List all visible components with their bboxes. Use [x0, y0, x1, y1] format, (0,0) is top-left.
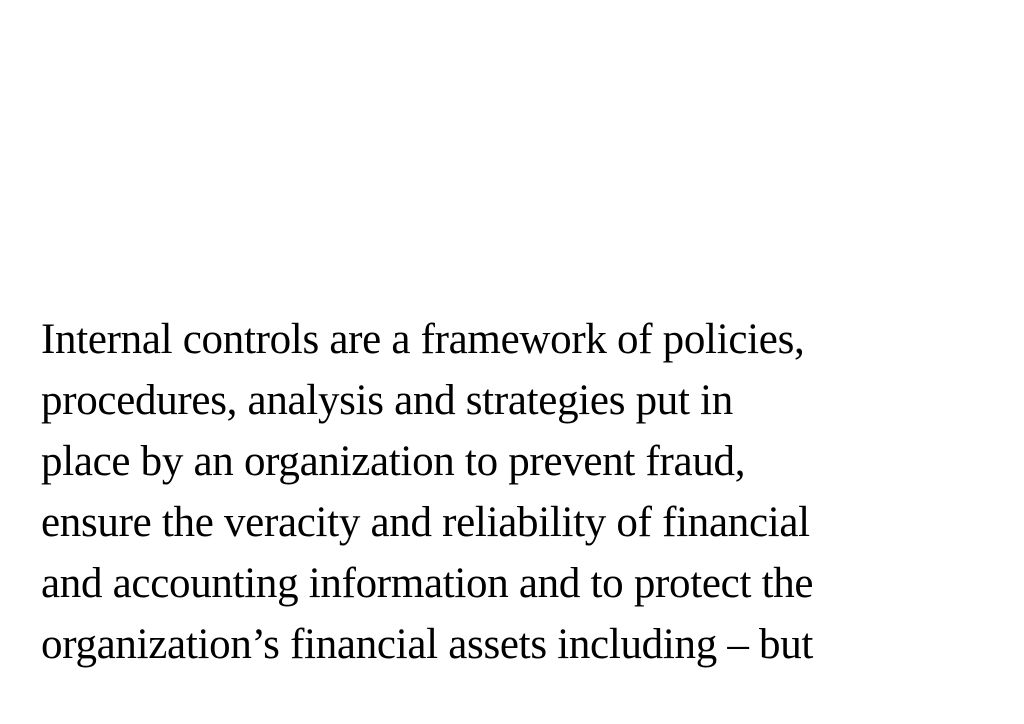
- body-line: ensure the veracity and reliability of financial: [41, 499, 810, 546]
- body-line: procedures, analysis and strategies put in: [41, 377, 733, 424]
- slide-body-text: [41, 309, 1001, 675]
- body-line: and accounting information and to protect the: [41, 560, 814, 607]
- body-line: organization’s financial assets including – but: [41, 621, 814, 668]
- body-line: Internal controls are a framework of policies,: [41, 316, 805, 363]
- body-line: place by an organization to prevent fraud,: [41, 438, 746, 485]
